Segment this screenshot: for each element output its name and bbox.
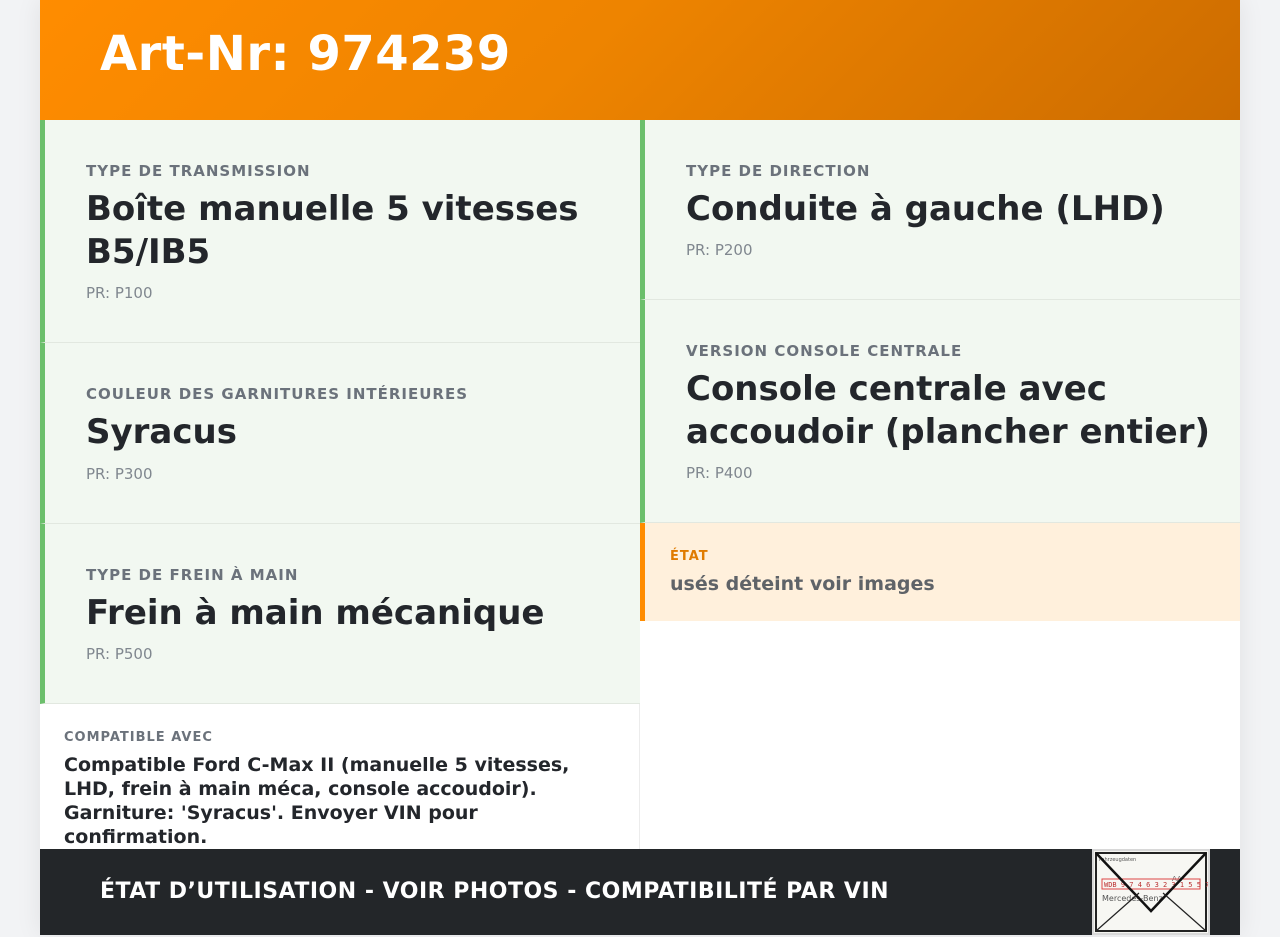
envelope-icon	[1094, 851, 1208, 933]
page	[40, 0, 1240, 935]
condition-text: usés déteint voir images	[670, 573, 935, 595]
spec-pr-code: PR: P400	[686, 464, 753, 482]
spec-value: Boîte manuelle 5 vitesses B5/IB5	[86, 189, 579, 272]
thumb-text-1: Fahrzeugdaten	[1099, 857, 1137, 863]
spec-label: TYPE DE FREIN À MAIN	[86, 566, 299, 584]
condition-label: ÉTAT	[670, 549, 709, 564]
spec-value: Syracus	[86, 412, 237, 452]
spec-card-direction	[640, 120, 1240, 300]
spec-pr-code: PR: P100	[86, 284, 153, 302]
spec-label: COULEUR DES GARNITURES INTÉRIEURES	[86, 385, 469, 403]
thumb-text-4: Mercedes-Benz	[1102, 894, 1163, 903]
thumbnail-image[interactable]	[1092, 849, 1210, 935]
footer-text: ÉTAT D’UTILISATION - VOIR PHOTOS - COMPATIBILITÉ PAR VIN	[100, 879, 890, 904]
spec-pr-code: PR: P500	[86, 645, 153, 663]
spec-card-center-console	[640, 300, 1240, 523]
thumb-text-3: WDB 9 7 4 6 3 2 3 1 5 5 7	[1104, 881, 1208, 889]
compatibility-box	[40, 704, 640, 849]
header-banner	[40, 0, 1240, 120]
footer-bar	[40, 849, 1240, 935]
article-number-title: Art-Nr: 974239	[100, 26, 511, 82]
spec-label: TYPE DE TRANSMISSION	[86, 162, 311, 180]
spec-card-interior-color	[40, 343, 640, 524]
spec-pr-code: PR: P200	[686, 241, 753, 259]
thumb-text-2: AA	[1172, 875, 1182, 883]
spec-value: Frein à main mécanique	[86, 593, 545, 633]
spec-label: TYPE DE DIRECTION	[686, 162, 871, 180]
spec-pr-code: PR: P300	[86, 465, 153, 483]
spec-value: Console centrale avec accoudoir (plancher entier)	[686, 369, 1211, 452]
compatibility-label: COMPATIBLE AVEC	[64, 730, 213, 745]
condition-box	[640, 523, 1240, 621]
spec-value: Conduite à gauche (LHD)	[686, 189, 1165, 229]
spec-label: VERSION CONSOLE CENTRALE	[686, 342, 963, 360]
spec-card-handbrake	[40, 524, 640, 704]
spec-card-transmission	[40, 120, 640, 343]
compatibility-text: Compatible Ford C-Max II (manuelle 5 vitesses, LHD, frein à main méca, console accoudoir). Garniture: 'Syracus'. Envoyer VIN pour confirmation.	[64, 754, 570, 848]
